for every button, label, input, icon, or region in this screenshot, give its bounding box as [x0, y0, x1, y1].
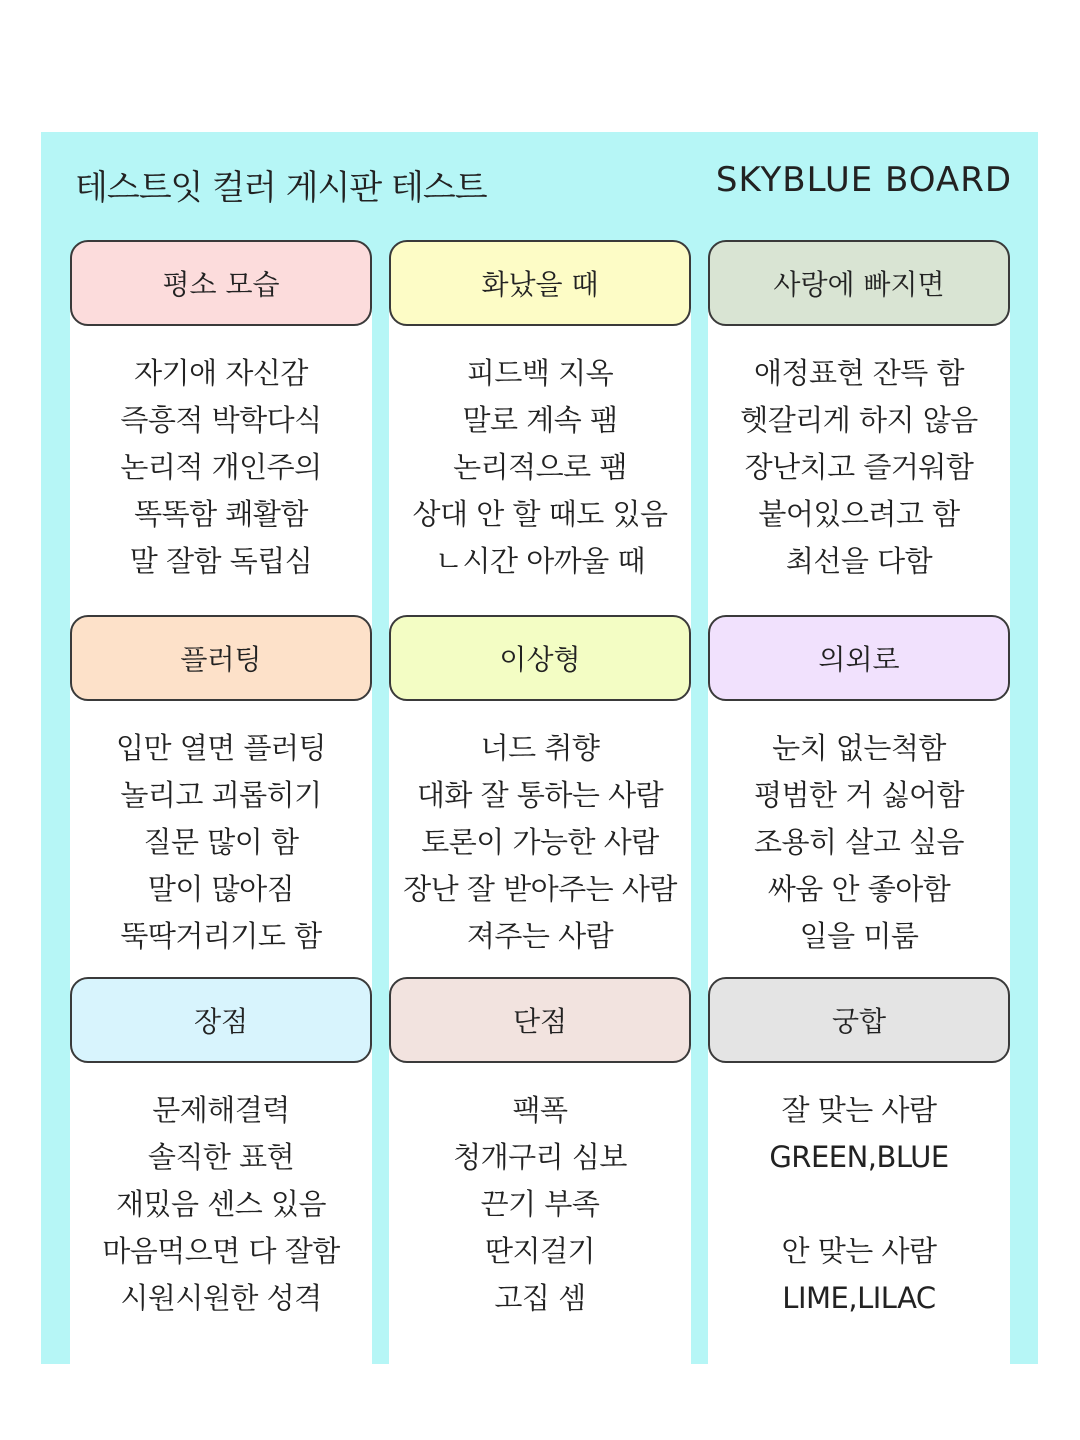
card-line: [708, 1181, 1010, 1228]
card-line: 조용히 살고 싶음: [753, 825, 965, 859]
card-line: 대화 잘 통하는 사람: [416, 778, 664, 812]
card-line: 헷갈리게 하지 않음: [740, 403, 978, 437]
card-line: 애정표현 잔뜩 함: [753, 356, 965, 390]
card-line: 최선을 다함: [785, 544, 933, 578]
card-line: 문제해결력: [152, 1093, 290, 1127]
card-line: GREEN,BLUE: [769, 1140, 949, 1174]
card-header: 궁합: [708, 977, 1010, 1063]
card-content: [70, 725, 372, 960]
card-content: [70, 350, 372, 585]
card-line: LIME,LILAC: [782, 1281, 936, 1315]
card-line: ㄴ시간 아까울 때: [434, 544, 646, 578]
card-content: [708, 350, 1010, 585]
card-header: 사랑에 빠지면: [708, 240, 1010, 326]
card-header: 의외로: [708, 615, 1010, 701]
card-line: 잘 맞는 사람: [781, 1093, 937, 1127]
card-line: 붙어있으려고 함: [758, 497, 960, 531]
card-content: [389, 1087, 691, 1322]
card-line: 말 잘함 독립심: [129, 544, 313, 578]
card-content: [708, 1087, 1010, 1322]
card-line: 안 맞는 사람: [781, 1234, 937, 1268]
card-line: 싸움 안 좋아함: [767, 872, 951, 906]
card-line: 일을 미룸: [799, 919, 919, 953]
card-line: 눈치 없는척함: [772, 731, 946, 765]
card-line: 끈기 부족: [480, 1187, 600, 1221]
card-line: 논리적으로 팸: [453, 450, 627, 484]
card-line: 고집 셈: [494, 1281, 586, 1315]
card-header: 플러팅: [70, 615, 372, 701]
card-content: [389, 350, 691, 585]
card-line: 논리적 개인주의: [120, 450, 322, 484]
card-line: 평범한 거 싫어함: [753, 778, 965, 812]
card-line: 청개구리 심보: [453, 1140, 627, 1174]
card-line: 말로 계속 팸: [462, 403, 618, 437]
card-header: 화났을 때: [389, 240, 691, 326]
card-content: [389, 725, 691, 960]
card-content: [708, 725, 1010, 960]
card-header: 단점: [389, 977, 691, 1063]
card-line: 놀리고 괴롭히기: [120, 778, 322, 812]
board-title: 테스트잇 컬러 게시판 테스트: [75, 168, 487, 208]
card-line: 입만 열면 플러팅: [115, 731, 327, 765]
card-line: 솔직한 표현: [147, 1140, 295, 1174]
card-header: 이상형: [389, 615, 691, 701]
card-line: 재밌음 센스 있음: [115, 1187, 327, 1221]
card-line: 똑똑함 쾌활함: [134, 497, 308, 531]
card-line: 자기애 자신감: [134, 356, 308, 390]
card-line: 장난치고 즐거워함: [744, 450, 974, 484]
card-line: 말이 많아짐: [147, 872, 295, 906]
card-line: 시원시원한 성격: [120, 1281, 322, 1315]
card-line: 상대 안 할 때도 있음: [412, 497, 668, 531]
card-line: 질문 많이 함: [143, 825, 299, 859]
card-line: 뚝딱거리기도 함: [120, 919, 322, 953]
card-line: 피드백 지옥: [466, 356, 614, 390]
card-line: 딴지걸기: [484, 1234, 596, 1268]
card-line: 토론이 가능한 사람: [421, 825, 659, 859]
card-line: 마음먹으면 다 잘함: [102, 1234, 340, 1268]
card-line: 져주는 사람: [466, 919, 614, 953]
card-line: 너드 취향: [480, 731, 600, 765]
card-line: 팩폭: [512, 1093, 568, 1127]
card-header: 장점: [70, 977, 372, 1063]
board-subtitle: SKYBLUE BOARD: [715, 160, 1012, 200]
card-line: 장난 잘 받아주는 사람: [403, 872, 677, 906]
card-header: 평소 모습: [70, 240, 372, 326]
card-line: 즉흥적 박학다식: [120, 403, 322, 437]
card-content: [70, 1087, 372, 1322]
